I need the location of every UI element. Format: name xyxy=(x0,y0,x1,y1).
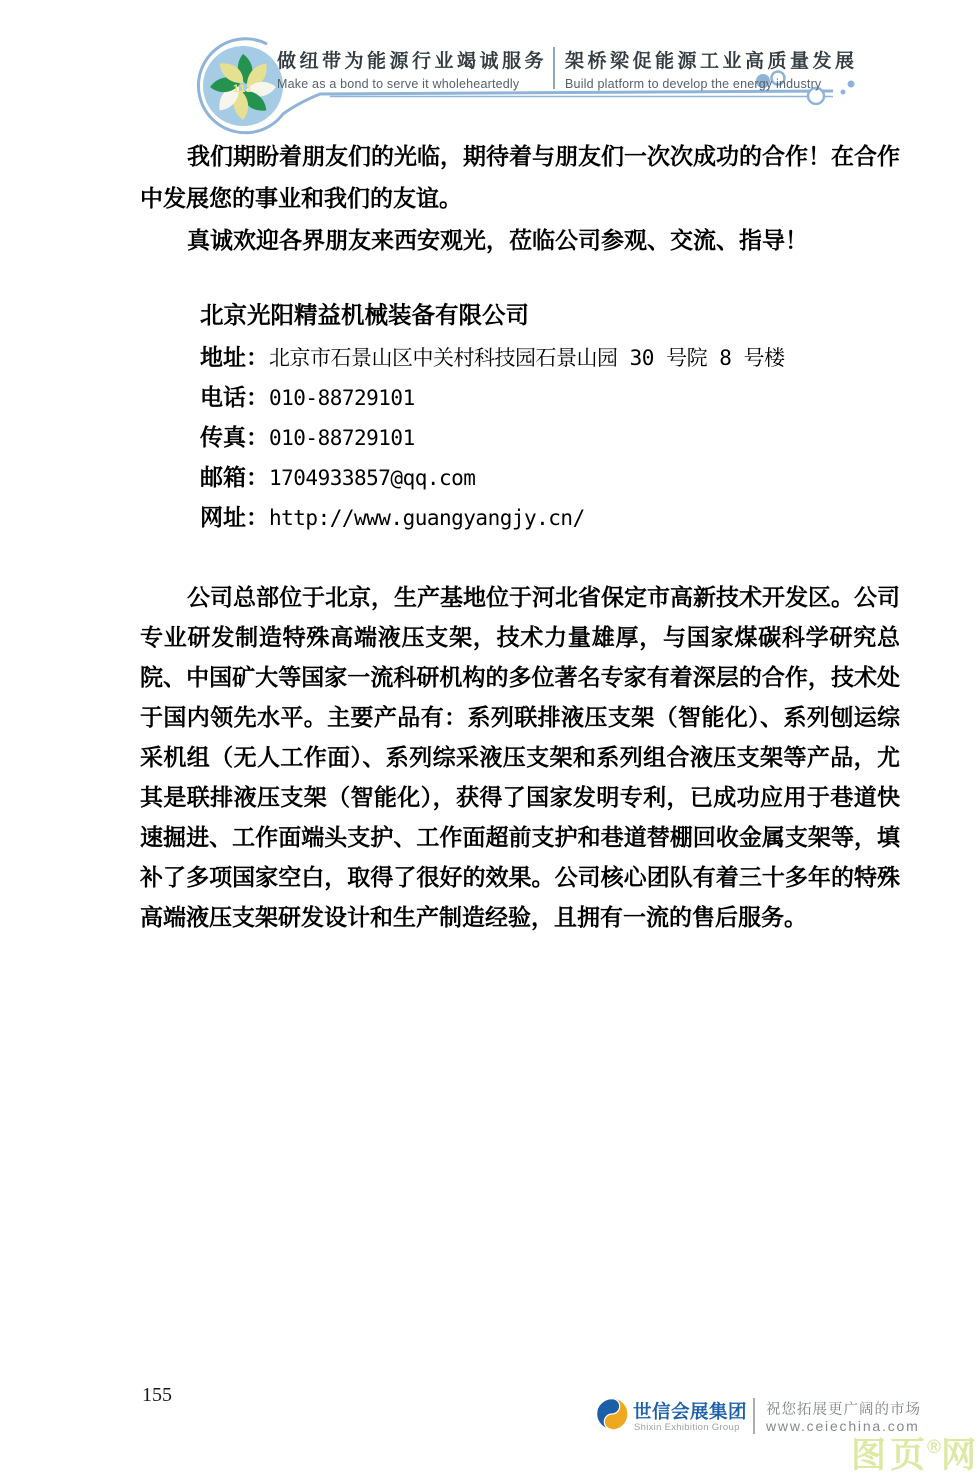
slogan-right-zh: 架桥梁促能源工业高质量发展 xyxy=(565,51,858,72)
footer-group-name-zh: 世信会展集团 xyxy=(633,1401,748,1422)
email-label: 邮箱： xyxy=(200,464,269,490)
intro-paragraph-1: 我们期盼着朋友们的光临，期待着与朋友们一次次成功的合作！在合作中发展您的事业和我们的友谊。 xyxy=(140,143,900,211)
contact-row-website xyxy=(200,497,785,537)
energy-expo-logo-icon xyxy=(196,39,290,133)
website-label: 网址： xyxy=(200,504,269,530)
fax-value: 010-88729101 xyxy=(269,426,415,450)
page-number: 155 xyxy=(142,1384,172,1406)
contact-list xyxy=(200,337,785,537)
watermark-text-1: 图页 xyxy=(851,1436,930,1475)
slogan-divider xyxy=(553,47,555,89)
header-slogans xyxy=(277,46,858,91)
logo-center-text: 111 xyxy=(232,83,254,95)
slogan-right xyxy=(565,46,858,91)
phone-label: 电话： xyxy=(200,384,269,410)
slogan-left-en: Make as a bond to serve it wholeheartedly xyxy=(277,77,520,91)
slogan-left-zh: 做纽带为能源行业竭诚服务 xyxy=(277,51,548,72)
company-name: 北京光阳精益机械装备有限公司 xyxy=(200,302,529,328)
company-profile-paragraph: 公司总部位于北京，生产基地位于河北省保定市高新技术开发区。公司专业研发制造特殊高端液压支架，技术力量雄厚，与国家煤碳科学研究总院、中国矿大等国家一流科研机构的多位著名专家有着深层的合作，技术处于国内领先水平。主要产品有：系列联排液压支架（智能化）、系列刨运综采机组（无人工作面）、系列综采液压支架和系列组合液压支架等产品，尤其是联排液压支架（智能化），获得了国家发明专利，已成功应用于巷道快速掘进、工作面端头支护、工作面超前支护和巷道替棚回收金属支架等，填补了多项国家空白，取得了很好的效果。公司核心团队有着三十多年的特殊高端液压支架研发设计和生产制造经验，且拥有一流的售后服务。 xyxy=(140,584,900,930)
registered-mark-icon: ® xyxy=(927,1437,942,1458)
phone-value: 010-88729101 xyxy=(269,386,415,410)
intro-paragraph-2: 真诚欢迎各界朋友来西安观光，莅临公司参观、交流、指导！ xyxy=(187,227,808,253)
contact-row-fax xyxy=(200,417,785,457)
footer-tagline: 祝您拓展更广阔的市场 xyxy=(766,1402,921,1418)
shixin-group-logo-icon xyxy=(596,1398,628,1430)
slogan-left xyxy=(277,46,547,91)
footer-divider xyxy=(753,1398,755,1434)
slogan-right-en: Build platform to develop the energy industry xyxy=(565,77,822,91)
email-value: 1704933857@qq.com xyxy=(269,466,476,490)
address-value: 北京市石景山区中关村科技园石景山园 30 号院 8 号楼 xyxy=(269,346,785,370)
contact-row-address xyxy=(200,337,785,377)
footer-website: www.ceiechina.com xyxy=(766,1418,920,1434)
website-value: http://www.guangyangjy.cn/ xyxy=(269,506,585,530)
contact-row-phone xyxy=(200,377,785,417)
footer-group-name-en: Shixin Exhibition Group xyxy=(634,1422,740,1433)
watermark xyxy=(851,1428,980,1478)
contact-row-email xyxy=(200,457,785,497)
fax-label: 传真： xyxy=(200,424,269,450)
watermark-text-2: 网 xyxy=(941,1436,980,1475)
address-label: 地址： xyxy=(200,344,269,370)
